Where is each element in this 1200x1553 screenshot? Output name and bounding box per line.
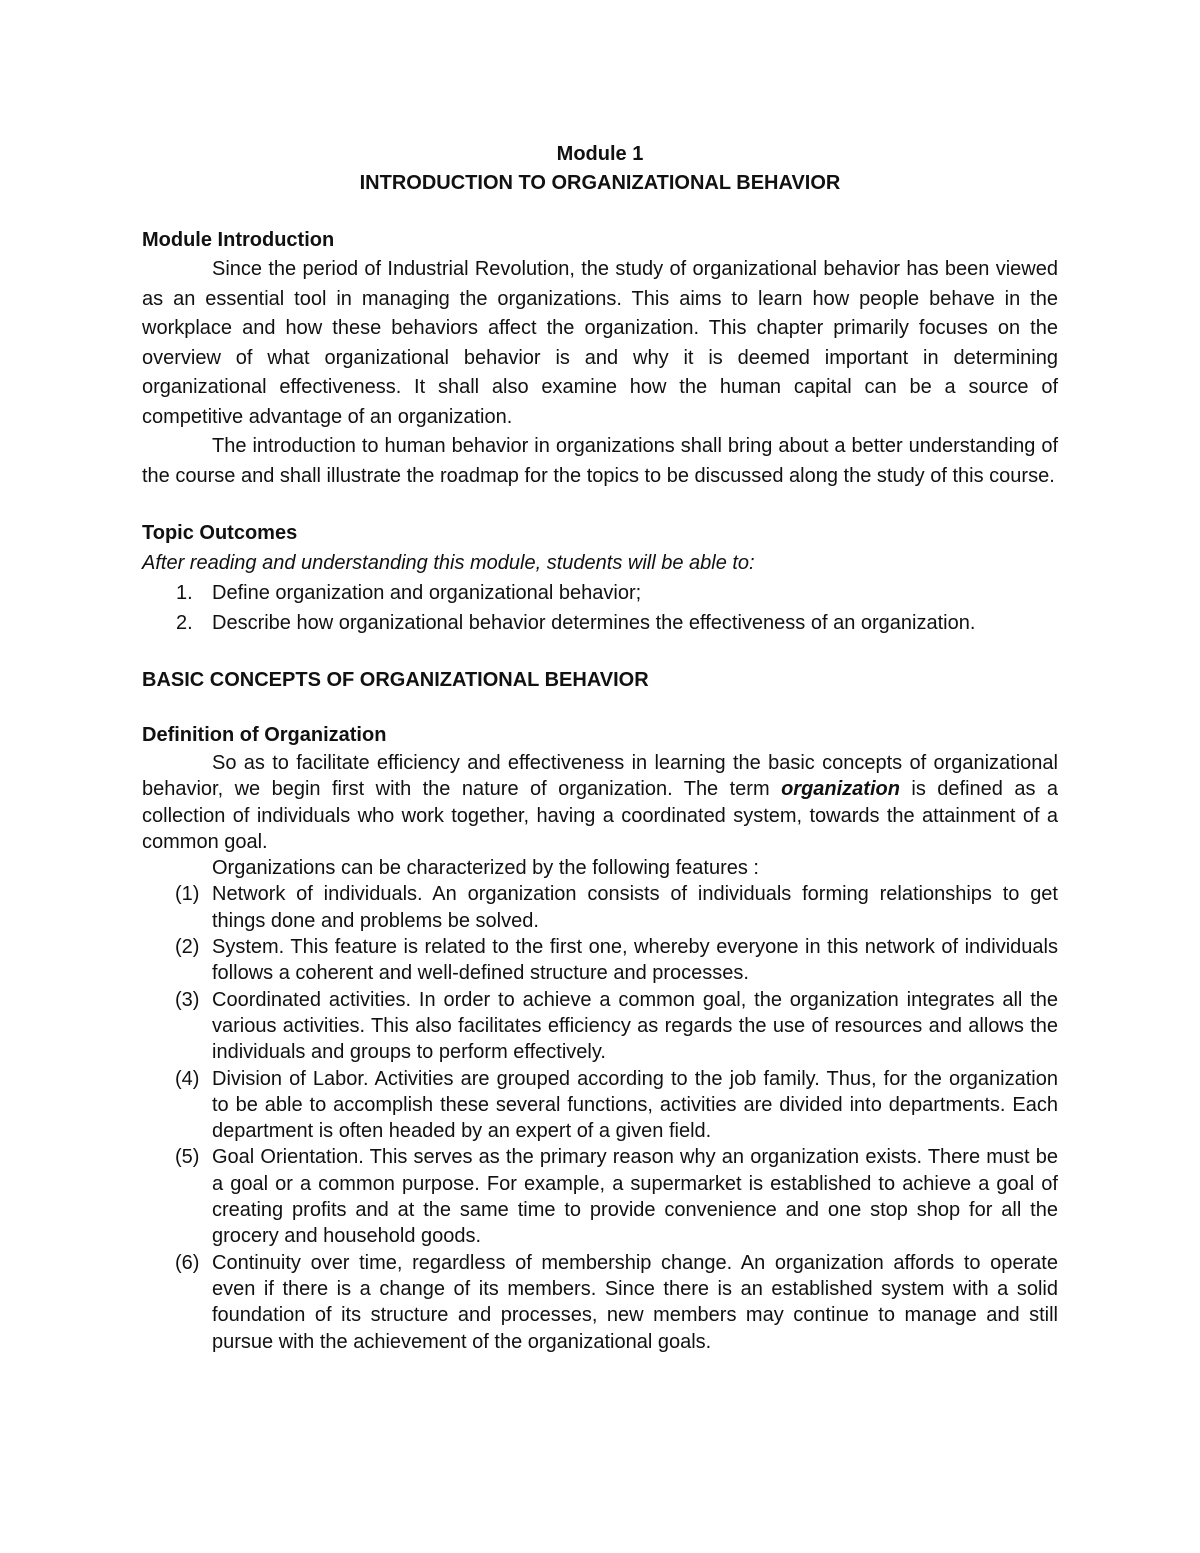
list-number: (4): [175, 1067, 200, 1090]
list-number: (6): [175, 1251, 200, 1274]
definition-text-end: is defined as a collection of individuals who work together, having a coordinated system, towards the attainment of a common goal.: [142, 778, 1058, 853]
list-number: 1.: [176, 582, 193, 604]
list-number: (2): [175, 936, 200, 959]
list-text: Describe how organizational behavior determines the effectiveness of an organization.: [212, 612, 976, 634]
module-label: Module 1: [556, 143, 644, 165]
list-text: Define organization and organizational behavior;: [212, 582, 642, 604]
list-text: Division of Labor. Activities are grouped according to the job family. Thus, for the organization to be able to accomplish these several functions, activities are divided into departments. Each department is often headed by an expert of a given field.: [212, 1067, 1058, 1143]
list-text: System. This feature is related to the first one, whereby everyone in this network of individuals follows a coherent and well-defined structure and processes.: [212, 936, 1058, 985]
intro-paragraph-1: Since the period of Industrial Revolution, the study of organizational behavior has been viewed as an essential tool in managing the organizations. This aims to learn how people behave in the workplace and how these behaviors affect the organization. This chapter primarily focuses on the overview of what organizational behavior is and why it is deemed important in determining organizational effectiveness. It shall also examine how the human capital can be a source of competitive advantage of an organization.: [142, 258, 1058, 428]
list-item: [142, 578, 1058, 608]
list-text: Goal Orientation. This serves as the primary reason why an organization exists. There must be a goal or a common purpose. For example, a supermarket is established to achieve a goal of creating profits and at the same time to provide convenience and one stop shop for all the grocery and household goods.: [212, 1146, 1058, 1248]
intro-paragraph-2: The introduction to human behavior in organizations shall bring about a better understanding of the course and shall illustrate the roadmap for the topics to be discussed along the study of this course.: [142, 435, 1058, 487]
list-text: Network of individuals. An organization consists of individuals forming relationships to get things done and problems be solved.: [212, 883, 1058, 932]
features-lead: Organizations can be characterized by the following features :: [212, 857, 759, 880]
list-item: [142, 1250, 1058, 1355]
section-heading: BASIC CONCEPTS OF ORGANIZATIONAL BEHAVIOR: [142, 669, 649, 691]
features-list: [142, 881, 1058, 1354]
list-number: (5): [175, 1146, 200, 1169]
list-text: Continuity over time, regardless of membership change. An organization affords to operate even if there is a change of its members. Since there is an established system with a solid foundation of its structure and processes, new members may continue to manage and still pursue with the achievement of the organizational goals.: [212, 1251, 1058, 1353]
list-number: 2.: [176, 612, 193, 634]
list-item: [142, 608, 1058, 638]
outcomes-heading: Topic Outcomes: [142, 522, 298, 544]
list-item: [142, 881, 1058, 934]
definition-text-start: So as to facilitate efficiency and effectiveness in learning the basic concepts of organizational behavior, we begin first with the nature of organization. The term: [142, 752, 1058, 801]
list-item: [142, 987, 1058, 1066]
definition-paragraph: [142, 750, 1058, 855]
intro-heading: Module Introduction: [142, 229, 335, 251]
outcomes-list: [142, 578, 1058, 638]
module-title: INTRODUCTION TO ORGANIZATIONAL BEHAVIOR: [359, 172, 841, 194]
list-number: (1): [175, 883, 200, 906]
list-item: [142, 1066, 1058, 1145]
list-item: [142, 934, 1058, 987]
list-item: [142, 1144, 1058, 1249]
definition-term: organization: [781, 778, 900, 801]
list-number: (3): [175, 988, 200, 1011]
list-text: Coordinated activities. In order to achieve a common goal, the organization integrates all the various activities. This also facilitates efficiency as regards the use of resources and allows the individuals and groups to perform effectively.: [212, 988, 1058, 1064]
outcomes-lead: After reading and understanding this module, students will be able to:: [142, 552, 755, 574]
definition-heading: Definition of Organization: [142, 724, 387, 746]
